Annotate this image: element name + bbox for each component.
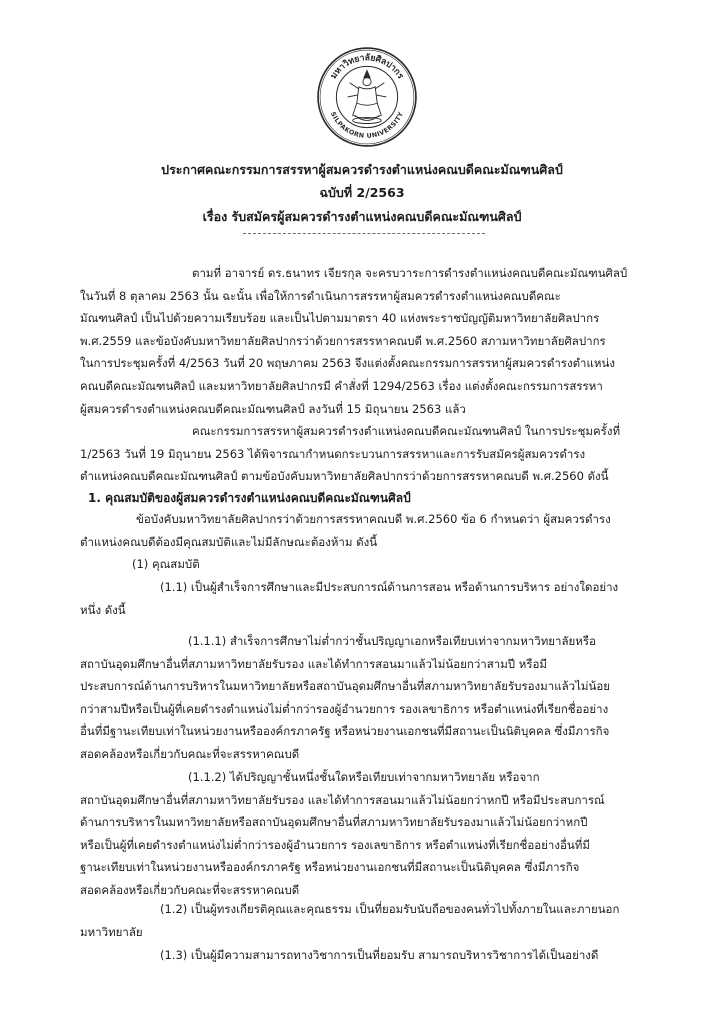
text-line: (1) คุณสมบัติ: [132, 557, 200, 571]
seal-figure-icon: [348, 70, 387, 123]
seal-ring-text-bottom: SILPAKORN UNIVERSITY: [328, 110, 406, 140]
text-line: สถาบันอุดมศึกษาอื่นที่สภามหาวิทยาลัยรับรอง และได้ทำการสอนมาแล้วไม่น้อยกว่าสามปี หรือมี: [80, 656, 548, 671]
item-1-1-1: [80, 630, 646, 766]
item-1-2: [80, 898, 646, 943]
text-line: (1.1.2) ได้ปริญญาชั้นหนึ่งชั้นใดหรือเทียบเท่าจากมหาวิทยาลัย หรือจาก: [188, 770, 540, 784]
text-line: สอดคล้องหรือเกี่ยวกับคณะที่จะสรรหาคณบดี: [80, 746, 300, 761]
text-line: ด้านการบริหารในมหาวิทยาลัยหรือสถาบันอุดมศึกษาอื่นที่สภามหาวิทยาลัยรับรองมาแล้วไม่น้อยกว่าหกปี: [80, 815, 588, 830]
item-1-1-2: [80, 766, 646, 902]
sub-item-1-label: [132, 553, 432, 576]
text-line: หรือเป็นผู้ที่เคยดำรงตำแหน่งไม่ต่ำกว่ารองผู้อำนวยการ รองเลขาธิการ หรือตำแหน่งที่เรียกชื่ออย่างอื่นที่มี: [80, 837, 590, 852]
announcement-title: ประกาศคณะกรรมการสรรหาผู้สมควรดำรงตำแหน่งคณบดีคณะมัณฑนศิลป์: [161, 162, 563, 177]
section-1-intro: [80, 508, 646, 553]
text-line: (1.3) เป็นผู้มีความสามารถทางวิชาการเป็นที่ยอมรับ สามารถบริหารวิชาการได้เป็นอย่างดี: [160, 948, 599, 962]
text-line: ผู้สมควรดำรงตำแหน่งคณบดีคณะมัณฑนศิลป์ ลงวันที่ 15 มิถุนายน 2563 แล้ว: [80, 401, 466, 416]
text-line: หนึ่ง ดังนี้: [80, 602, 126, 617]
text-line: มหาวิทยาลัย: [80, 924, 143, 939]
text-line: (1.1.1) สำเร็จการศึกษาไม่ต่ำกว่าชั้นปริญญาเอกหรือเทียบเท่าจากมหาวิทยาลัยหรือ: [188, 634, 596, 648]
text-line: สอดคล้องหรือเกี่ยวกับคณะที่จะสรรหาคณบดี: [80, 882, 300, 897]
section-1-heading: 1. คุณสมบัติของผู้สมควรดำรงตำแหน่งคณบดีคณะมัณฑนศิลป์: [88, 491, 411, 505]
item-1-1: [80, 576, 646, 621]
text-line: ตำแหน่งคณบดีต้องมีคุณสมบัติและไม่มีลักษณะต้องห้าม ดังนี้: [80, 534, 378, 549]
text-line: พ.ศ.2559 และข้อบังคับมหาวิทยาลัยศิลปากรว่าด้วยการสรรหาคณบดี พ.ศ.2560 สภามหาวิทยาลัยศิลปากร: [80, 333, 606, 348]
text-line: ตำแหน่งคณบดีคณะมัณฑนศิลป์ ตามข้อบังคับมหาวิทยาลัยศิลปากรว่าด้วยการสรรหาคณบดี พ.ศ.2560 ดังนี้: [80, 469, 609, 484]
text-line: ตามที่ อาจารย์ ดร.ธนาทร เจียรกุล จะครบวาระการดำรงตำแหน่งคณบดีคณะมัณฑนศิลป์: [192, 266, 628, 280]
text-line: ในการประชุมครั้งที่ 4/2563 วันที่ 20 พฤษภาคม 2563 จึงแต่งตั้งคณะกรรมการสรรหาผู้สมควรดำรงตำแหน่ง: [80, 356, 615, 371]
title-divider: [243, 233, 485, 234]
text-line: ในวันที่ 8 ตุลาคม 2563 นั้น ฉะนั้น เพื่อให้การดำเนินการสรรหาผู้สมควรดำรงตำแหน่งคณบดีคณะ: [80, 288, 561, 303]
item-1-3: [80, 944, 646, 967]
university-seal-logo: [316, 46, 418, 148]
announcement-number: ฉบับที่ 2/2563: [319, 185, 405, 200]
paragraph-2: [80, 420, 646, 488]
text-line: สถาบันอุดมศึกษาอื่นที่สภามหาวิทยาลัยรับรอง และได้ทำการสอนมาแล้วไม่น้อยกว่าหกปี หรือมีประสบการณ์: [80, 792, 605, 807]
text-line: คณะกรรมการสรรหาผู้สมควรดำรงตำแหน่งคณบดีคณะมัณฑนศิลป์ ในการประชุมครั้งที่: [192, 424, 621, 438]
seal-ring-text-top: มหาวิทยาลัยศิลปากร: [328, 53, 406, 81]
text-line: มัณฑนศิลป์ เป็นไปด้วยความเรียบร้อย และเป็นไปตามมาตรา 40 แห่งพระราชบัญญัติมหาวิทยาลัยศิลปากร: [80, 311, 600, 326]
text-line: อื่นที่มีฐานะเทียบเท่าในหน่วยงานหรือองค์กรภาครัฐ หรือหน่วยงานเอกชนที่มีสถานะเป็นนิติบุคคล ซึ่งมีภารกิจ: [80, 724, 610, 739]
paragraph-1: [80, 262, 646, 420]
text-line: (1.2) เป็นผู้ทรงเกียรติคุณและคุณธรรม เป็นที่ยอมรับนับถือของคนทั่วไปทั้งภายในและภายนอก: [160, 902, 620, 916]
announcement-subject: เรื่อง รับสมัครผู้สมควรดำรงตำแหน่งคณบดีคณะมัณฑนศิลป์: [202, 209, 522, 224]
text-line: 1/2563 วันที่ 19 มิถุนายน 2563 ได้พิจารณากำหนดกระบวนการสรรหาและการรับสมัครผู้สมควรดำรง: [80, 446, 586, 461]
text-line: คณบดีคณะมัณฑนศิลป์ และมหาวิทยาลัยศิลปากรมี คำสั่งที่ 1294/2563 เรื่อง แต่งตั้งคณะกรรมการสรรหา: [80, 378, 603, 393]
text-line: กว่าสามปีหรือเป็นผู้ที่เคยดำรงตำแหน่งไม่ต่ำกว่ารองผู้อำนวยการ รองเลขาธิการ หรือตำแหน่งที่เรียกชื่ออย่าง: [80, 701, 609, 716]
text-line: ข้อบังคับมหาวิทยาลัยศิลปากรว่าด้วยการสรรหาคณบดี พ.ศ.2560 ข้อ 6 กำหนดว่า ผู้สมควรดำรง: [136, 512, 611, 526]
text-line: (1.1) เป็นผู้สำเร็จการศึกษาและมีประสบการณ์ด้านการสอน หรือด้านการบริหาร อย่างใดอย่าง: [160, 580, 619, 594]
text-line: ประสบการณ์ด้านการบริหารในมหาวิทยาลัยหรือสถาบันอุดมศึกษาอื่นที่สภามหาวิทยาลัยรับรองมาแล้วไม่น้อย: [80, 679, 610, 694]
text-line: ฐานะเทียบเท่าในหน่วยงานหรือองค์กรภาครัฐ หรือหน่วยงานเอกชนที่มีสถานะเป็นนิติบุคคล ซึ่งมีภารกิจ: [80, 860, 580, 875]
